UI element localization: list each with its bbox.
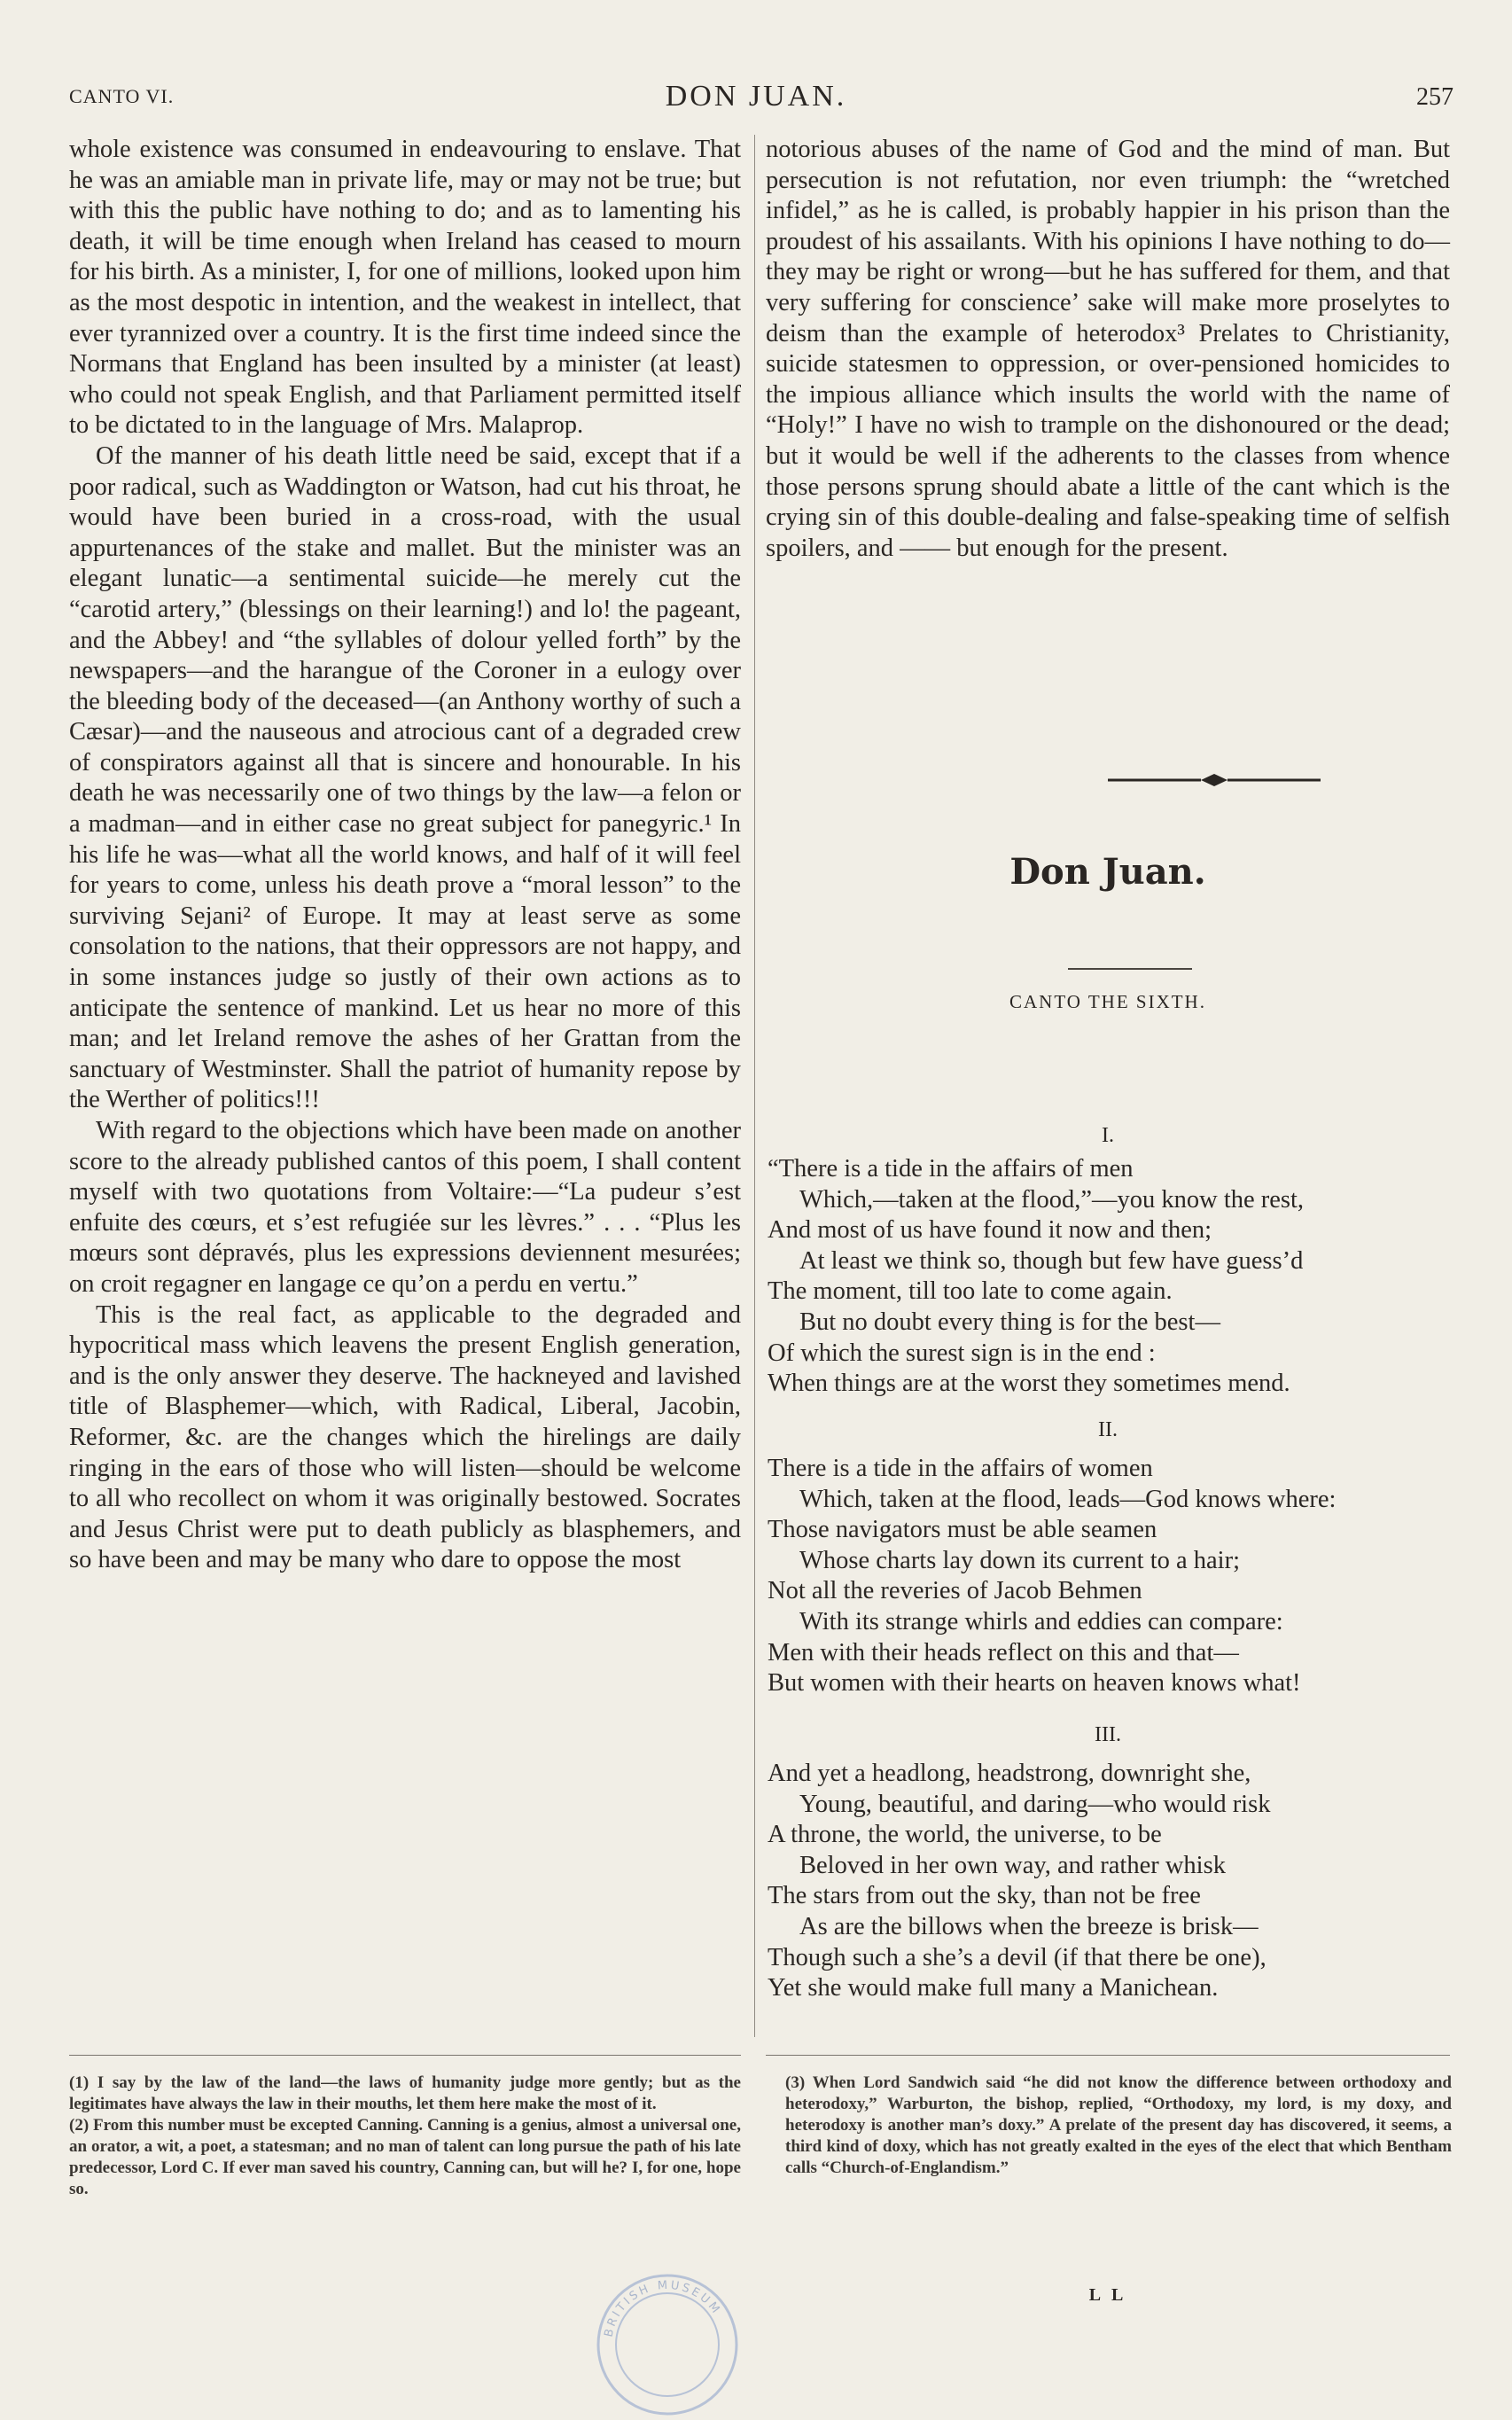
verse-line: Which,—taken at the flood,”—you know the rest,	[799, 1185, 1305, 1214]
verse-line: Which, taken at the flood, leads—God knows where:	[799, 1485, 1337, 1513]
stanza	[768, 1759, 1450, 2004]
stanza	[768, 1154, 1450, 1400]
paragraph: Of the manner of his death little need be said, except that if a poor radical, such as Waddington or Watson, had cut his throat, he would have been buried in a cross-road, with the usual appurtenances of the stake and mallet. But the minister was an elegant lunatic—a sentimental suicide—he merely cut the “carotid artery,” (blessings on their learning!) and lo! the pageant, and the Abbey! and “the syllables of dolour yelled forth” by the newspapers—and the harangue of the Coroner in a eulogy over the bleeding body of the deceased—(an Anthony worthy of such a Cæsar)—and the nauseous and atrocious cant of a degraded crew of conspirators against all that is sincere and honourable. In his death he was necessarily one of two things by the law—a felon or a madman—and in either case no great subject for panegyric.¹ In his life he was—what all the world knows, and half of it will feel for years to come, unless his death prove a “moral lesson” to the surviving Sejani² of Europe. It may at least serve as some consolation to the nations, that their oppressors are not happy, and in some instances judge so justly of their own actions as to anticipate the sentence of mankind. Let us hear no more of this man; and let Ireland remove the ashes of her Grattan from the sanctuary of Westminster. Shall the patriot of humanity repose by the Werther of politics!!!	[69, 441, 741, 1114]
verse-line: As are the billows when the breeze is brisk—	[799, 1912, 1259, 1940]
page-number: 257	[1416, 83, 1454, 111]
signature-mark: L L	[1088, 2285, 1127, 2305]
column-divider	[754, 135, 755, 2037]
verse-line: And most of us have found it now and then;	[768, 1216, 1212, 1245]
footnote-rule	[766, 2055, 1450, 2056]
footnotes-right	[785, 2073, 1452, 2179]
footnote: (3) When Lord Sandwich said “he did not know the difference between orthodoxy and heterodoxy,” Warburton, the bishop, replied, “Orthodoxy, my lord, is my doxy, and heterodoxy is another man’s doxy.” A prelate of the present day has discovered, it seems, a third kind of doxy, which has not greatly exalted in the eyes of the elect that which Bentham calls “Church-of-Englandism.”	[785, 2073, 1452, 2177]
footnote: (1) I say by the law of the land—the laws of humanity judge more gently; but as the legitimates have always the law in their mouths, let them here make the most of it.	[69, 2073, 741, 2113]
verse-line: At least we think so, though but few have guess’d	[799, 1246, 1304, 1275]
section-title: Don Juan.	[1009, 851, 1206, 893]
verse-line: “There is a tide in the affairs of men	[768, 1155, 1134, 1183]
verse-line: And yet a headlong, headstrong, downright she,	[768, 1760, 1251, 1787]
verse-line: Though such a she’s a devil (if that there be one),	[768, 1943, 1266, 1971]
paragraph: notorious abuses of the name of God and the mind of man. But persecution is not refutation, nor even triumph: the “wretched infidel,” as he is called, is probably happier in his prison than the proudest of his assailants. With his opinions I have nothing to do—they may be right or wrong—but he has suffered for them, and that very suffering for conscience’ sake will make more proselytes to deism than the example of heterodox³ Prelates to Christianity, suicide statesmen to oppression, or over-pensioned homicides to the impious alliance which insults the world with the name of “Holy!” I have no wish to trample on the dishonoured or the dead; but it would be well if the adherents to the classes from whence those persons sprung should abate a little of the cant which is the crying sin of this double-dealing and false-speaking time of selfish spoilers, and —— but enough for the present.	[766, 136, 1450, 562]
verse-line: But women with their hearts on heaven knows what!	[768, 1669, 1301, 1698]
running-head	[0, 80, 1512, 133]
verse-line: A throne, the world, the universe, to be	[768, 1821, 1162, 1849]
verse-line: The stars from out the sky, than not be free	[768, 1882, 1201, 1910]
paragraph: This is the real fact, as applicable to the degraded and hypocritical mass which leavens the present English generation, and is the only answer they deserve. The hackneyed and lavished title of Blasphemer—which, with Radical, Liberal, Jacobin, Reformer, &c. are the changes which the hirelings are daily ringing in the ears of those who will listen—should be welcome to all who recollect on whom it was originally bestowed. Socrates and Jesus Christ were put to death publicly as blasphemers, and so have been and may be many who dare to oppose the most	[69, 1300, 741, 1574]
footnote: (2) From this number must be excepted Canning. Canning is a genius, almost a universal one, an orator, a wit, a poet, a statesman; and no man of talent can long pursue the path of his late predecessor, Lord C. If ever man saved his country, Canning can, but will he? I, for one, hope so.	[69, 2116, 741, 2198]
verse-line: When things are at the worst they sometimes mend.	[768, 1370, 1290, 1398]
running-head-title: DON JUAN.	[665, 80, 847, 113]
verse-line: Whose charts lay down its current to a hair;	[799, 1546, 1241, 1574]
paragraph: whole existence was consumed in endeavouring to enslave. That he was an amiable man in private life, may or may not be true; but with this the public have nothing to do; and as to lamenting his death, it will be time enough when Ireland has ceased to mourn for his birth. As a minister, I, for one of millions, looked upon him as the most despotic in intention, and the weakest in intellect, that ever tyrannized over a country. It is the first time indeed since the Normans that England has been insulted by a minister (at least) who could not speak English, and that Parliament permitted itself to be dictated to in the language of Mrs. Malaprop.	[69, 136, 741, 440]
running-head-canto: CANTO VI.	[69, 85, 175, 107]
canto-heading: CANTO THE SIXTH.	[1009, 991, 1206, 1012]
verse-line: Of which the surest sign is in the end :	[768, 1339, 1156, 1367]
stanza-number: III.	[1095, 1723, 1121, 1746]
verse-line: Beloved in her own way, and rather whisk	[799, 1851, 1226, 1879]
verse-line: There is a tide in the affairs of women	[768, 1455, 1153, 1482]
verse-line: Yet she would make full many a Manichean.	[768, 1974, 1219, 2002]
footnotes-left	[69, 2073, 741, 2200]
stanza-number: II.	[1098, 1418, 1118, 1441]
verse-line: With its strange whirls and eddies can compare:	[799, 1607, 1283, 1635]
verse-line: The moment, till too late to come again.	[768, 1277, 1173, 1306]
paragraph: With regard to the objections which have been made on another score to the already published cantos of this poem, I shall content myself with two quotations from Voltaire:—“La pudeur s’est enfuite des cœurs, et s’est refugiée sur les lèvres.” . . . “Plus les mœurs sont dépravés, plus les expressions deviennent mesurées; on croit regagner en langage ce qu’on a perdu en vertu.”	[69, 1117, 741, 1298]
verse-line: Men with their heads reflect on this and that—	[768, 1638, 1239, 1667]
verse-line: But no doubt every thing is for the best—	[799, 1308, 1220, 1336]
verse-line: Not all the reveries of Jacob Behmen	[768, 1577, 1142, 1605]
stanza	[768, 1454, 1450, 1699]
stamp-label: BRITISH MUSEUM	[602, 2278, 724, 2338]
title-rule	[1068, 968, 1192, 970]
stanza-number: I.	[1102, 1124, 1114, 1147]
footnote-rule	[69, 2055, 741, 2056]
verse-line: Young, beautiful, and daring—who would risk	[799, 1790, 1271, 1818]
library-stamp-icon	[592, 2269, 743, 2420]
preface-left-column	[69, 135, 741, 1576]
ornament-divider-icon	[1108, 769, 1321, 791]
preface-right-column	[766, 135, 1450, 564]
verse-line: Those navigators must be able seamen	[768, 1516, 1157, 1544]
